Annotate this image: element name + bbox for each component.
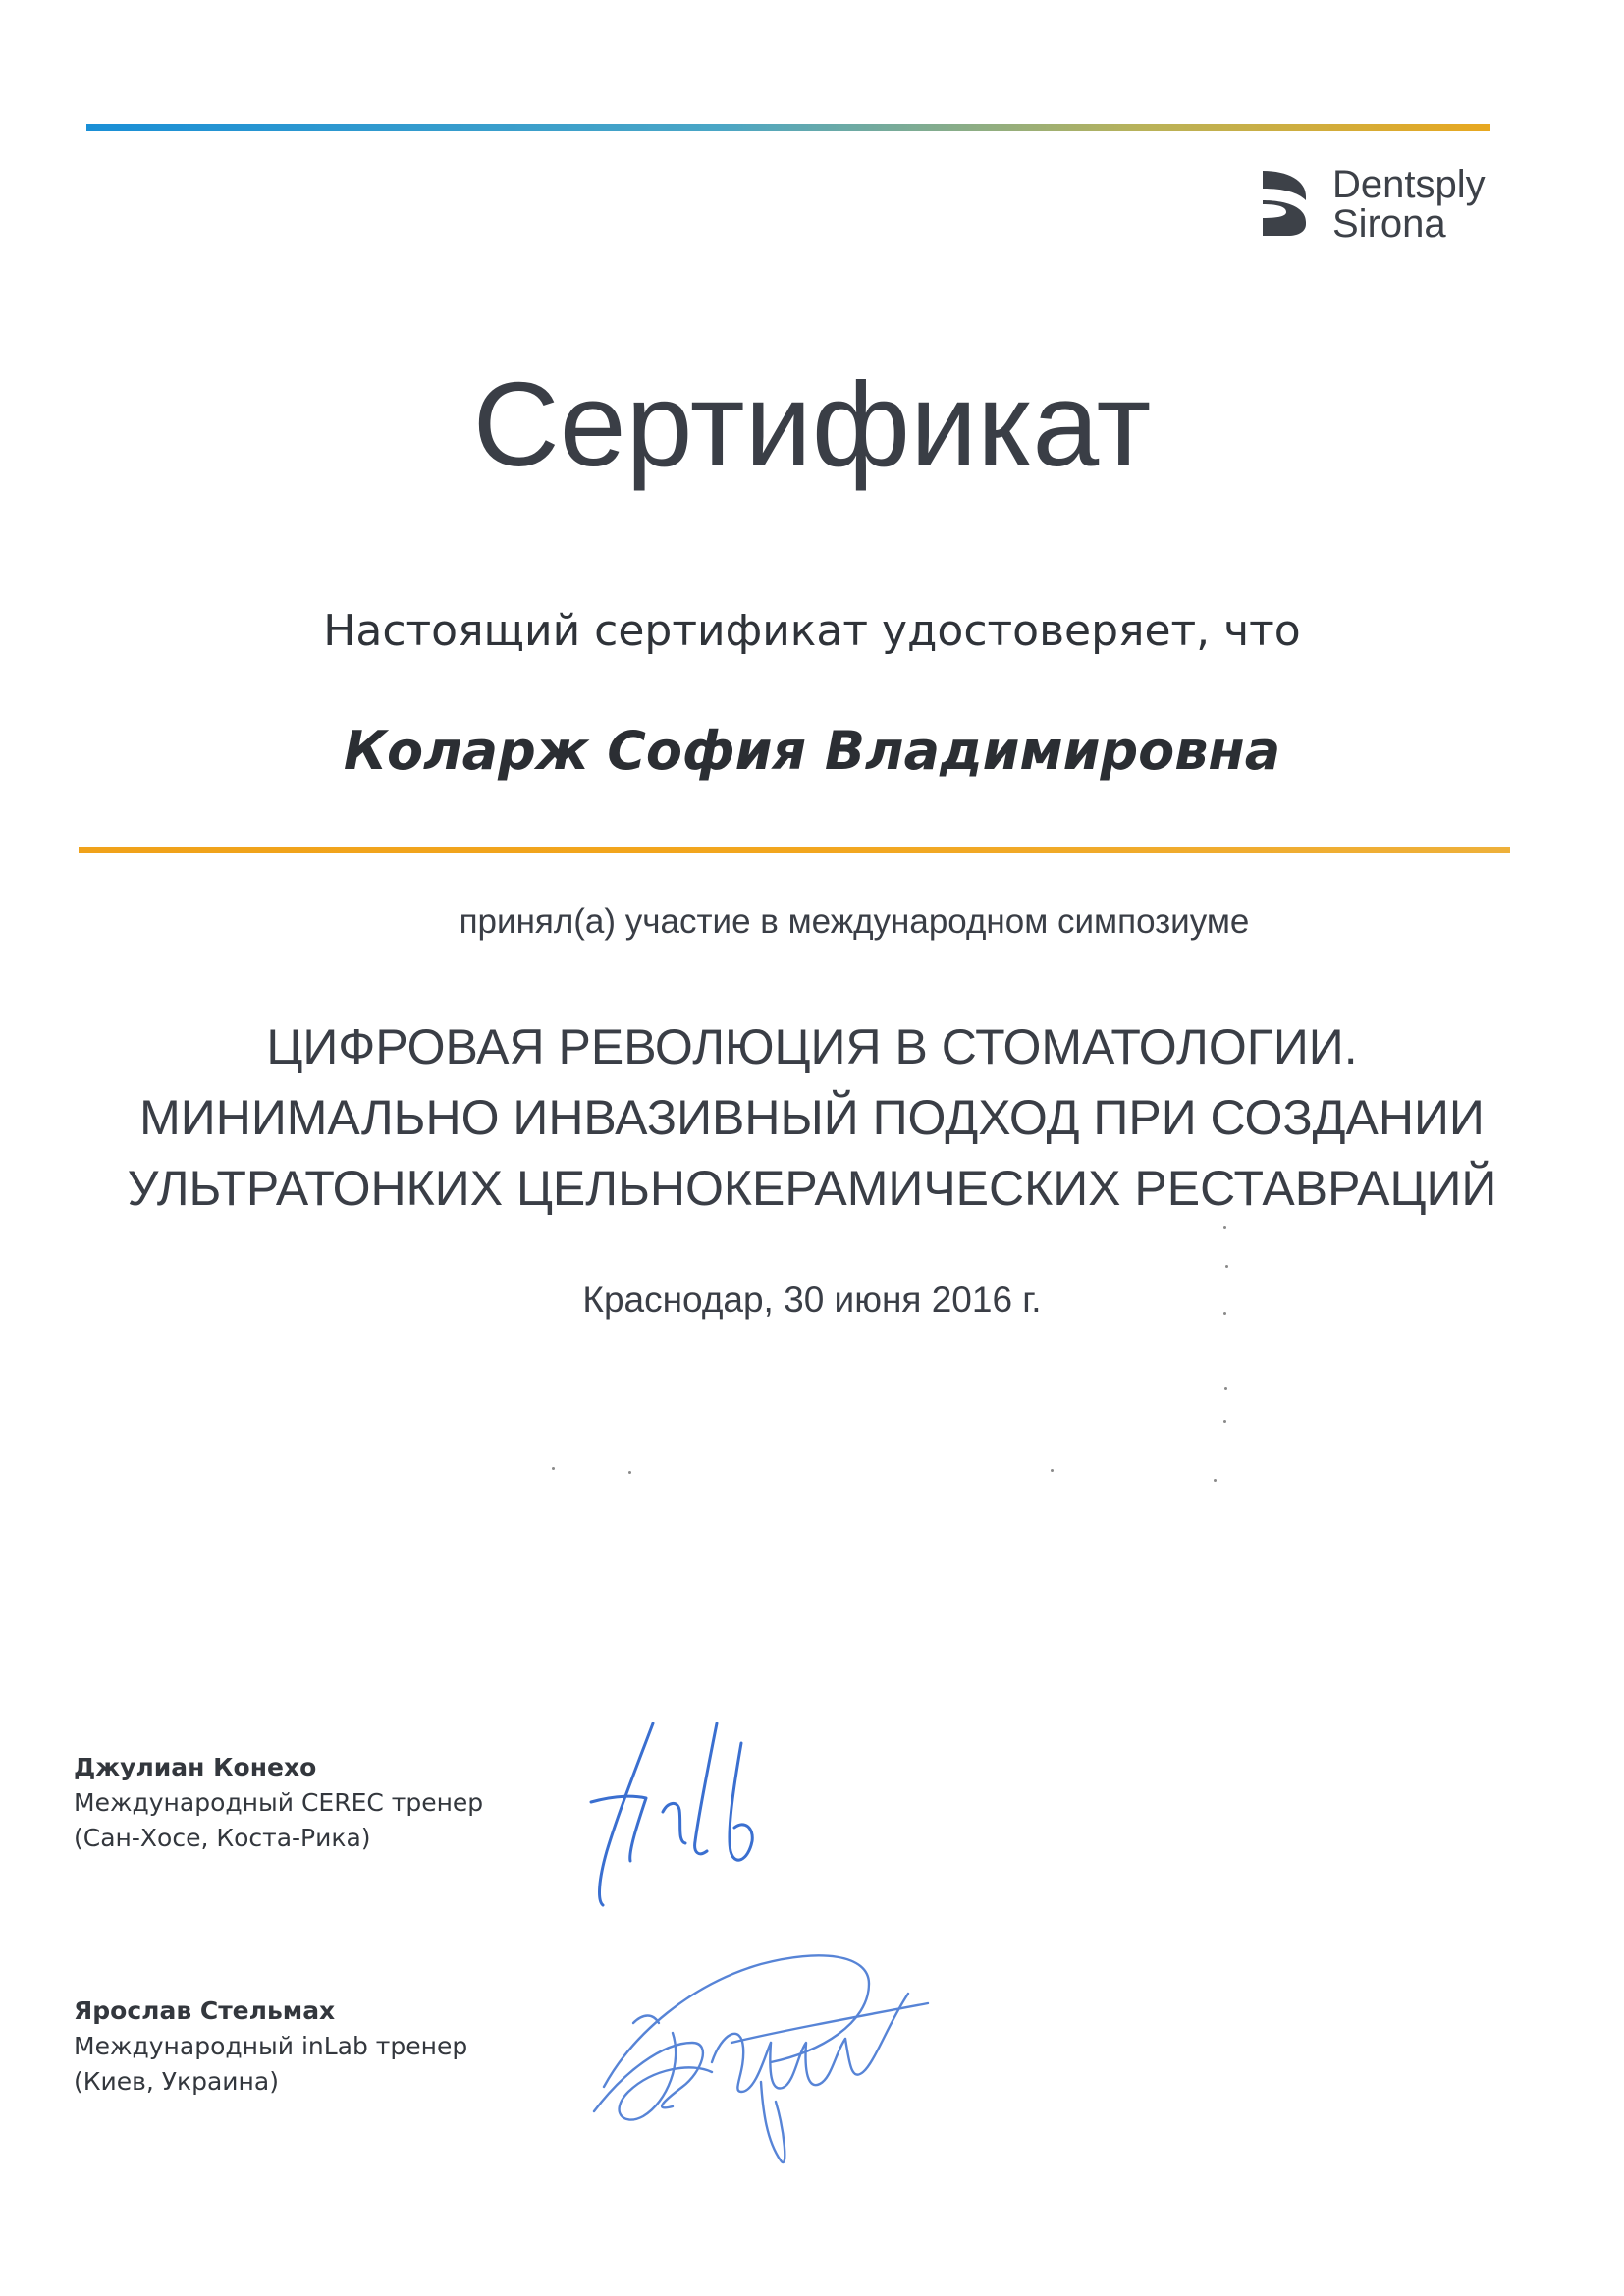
event-title-line: ЦИФРОВАЯ РЕВОЛЮЦИЯ В СТОМАТОЛОГИИ. xyxy=(266,1019,1358,1074)
event-title-line: МИНИМАЛЬНО ИНВАЗИВНЫЙ ПОДХОД ПРИ СОЗДАНИИ xyxy=(139,1090,1485,1145)
event-title-line: УЛЬТРАТОНКИХ ЦЕЛЬНОКЕРАМИЧЕСКИХ РЕСТАВРАЦИЙ xyxy=(127,1161,1497,1216)
signature-2 xyxy=(574,1915,947,2190)
dentsply-sirona-logo xyxy=(1259,165,1514,244)
scan-speck xyxy=(1223,1312,1226,1315)
signer-name: Ярослав Стельмах xyxy=(74,1996,336,2025)
middle-divider xyxy=(79,847,1510,853)
signer-block-1 xyxy=(74,1750,483,1856)
scan-speck xyxy=(1223,1420,1226,1423)
event-title xyxy=(0,1011,1624,1224)
attest-text: Настоящий сертификат удостоверяет, что xyxy=(323,606,1301,656)
signer-role: Международный CEREC тренер xyxy=(74,1788,484,1817)
recipient-name: Коларж София Владимировна xyxy=(343,720,1281,782)
scan-speck xyxy=(1224,1387,1227,1390)
scan-speck xyxy=(1051,1469,1054,1472)
signer-location: (Сан-Хосе, Коста-Рика) xyxy=(74,1824,371,1852)
scan-speck xyxy=(1214,1479,1217,1482)
top-divider xyxy=(86,124,1490,131)
signer-role: Международный inLab тренер xyxy=(74,2032,468,2060)
dentsply-sirona-mark-icon xyxy=(1259,167,1310,240)
scan-speck xyxy=(628,1471,631,1474)
place-date: Краснодар, 30 июня 2016 г. xyxy=(582,1280,1042,1320)
scan-speck xyxy=(1223,1226,1226,1229)
signer-block-2 xyxy=(74,1994,467,2100)
signer-name: Джулиан Конехо xyxy=(74,1753,317,1781)
participation-text: принял(а) участие в международном симпозиуме xyxy=(459,902,1250,941)
logo-text-line1: Dentsply xyxy=(1332,163,1486,206)
scan-speck xyxy=(552,1467,555,1470)
signer-location: (Киев, Украина) xyxy=(74,2067,279,2096)
scan-speck xyxy=(1225,1265,1228,1268)
certificate-title: Сертификат xyxy=(472,357,1152,491)
logo-text-line2: Sirona xyxy=(1332,202,1446,246)
signature-1 xyxy=(569,1704,795,1925)
